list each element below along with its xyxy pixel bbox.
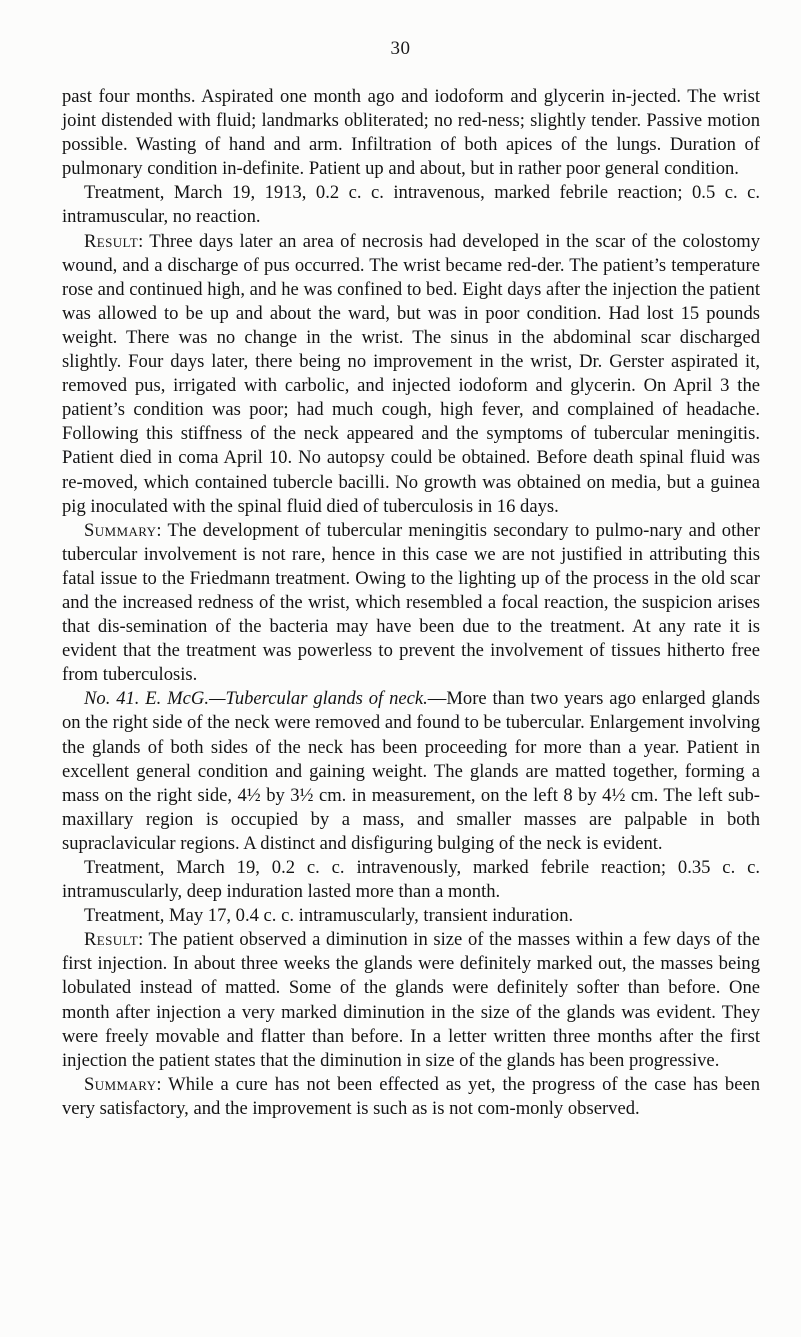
summary-heading: Summary [84, 1073, 157, 1095]
summary-text: : While a cure has not been effected as yet, the progress of the case has been very satisfactory, and the improvement is such as is not com-monly observed. [62, 1073, 760, 1119]
paragraph-summary-case-40 [62, 519, 760, 688]
paragraph-case-continuation: past four months. Aspirated one month ago and iodoform and glycerin in-jected. The wrist joint distended with fluid; landmarks obliterated; no red-ness; slightly tender. Passive motion possible. Wasting of hand and arm. Infiltration of both apices of the lungs. Duration of pulmonary condition in-definite. Patient up and about, but in rather poor general condition. [62, 86, 760, 180]
result-heading: Result [84, 929, 139, 951]
summary-text: : The development of tubercular meningitis secondary to pulmo-nary and other tubercular involvement is not rare, hence in this case we are not justified in attributing this fatal issue to the Friedmann treatment. Owing to the lighting up of the process in the old scar and the increased redness of the wrist, which resembled a focal reaction, the suspicion arises that dis-semination of the bacteria may have been due to the treatment. At any rate it is evident that the treatment was powerless to prevent the involvement of tissues hitherto free from tuberculosis. [62, 519, 760, 686]
case-41-text: —More than two years ago enlarged glands on the right side of the neck were removed and found to be tubercular. Enlargement involving the glands of both sides of the neck has been proceeding for more than a year. Patient in excellent general condition and gaining weight. The glands are matted together, forming a mass on the right side, 4½ by 3½ cm. in measurement, on the left 8 by 4½ cm. The left sub-maxillary region is occupied by a mass, and smaller masses are palpable in both supraclavicular regions. A distinct and disfiguring bulging of the neck is evident. [62, 688, 760, 854]
paragraph-case-41 [62, 687, 760, 856]
paragraph-treatment-march: Treatment, March 19, 0.2 c. c. intravenously, marked febrile reaction; 0.35 c. c. intramuscularly, deep induration lasted more than a month. [62, 857, 760, 903]
paragraph-result-case-41 [62, 928, 760, 1073]
summary-heading: Summary [84, 519, 157, 541]
page-number: 30 [390, 38, 411, 59]
result-text: : Three days later an area of necrosis had developed in the scar of the colostomy wound, and a discharge of pus occurred. The wrist became red-der. The patient’s temperature rose and continued high, and he was confined to bed. Eight days after the injection the patient was allowed to be up and about the ward, but was in poor condition. Had lost 15 pounds weight. There was no change in the wrist. The sinus in the abdominal scar discharged slightly. Four days later, there being no improvement in the wrist, Dr. Gerster aspirated it, removed pus, irrigated with carbolic, and injected iodoform and glycerin. On April 3 the patient’s condition was poor; had much cough, high fever, and complained of headache. Following this stiffness of the neck appeared and the symptoms of tubercular meningitis. Patient died in coma April 10. No autopsy could be obtained. Before death spinal fluid was re-moved, which contained tubercle bacilli. No growth was obtained on media, but a guinea pig inoculated with the spinal fluid died of tuberculosis in 16 days. [62, 230, 760, 517]
paragraph-summary-case-41 [62, 1073, 760, 1121]
paragraph-treatment-may: Treatment, May 17, 0.4 c. c. intramuscularly, transient induration. [84, 905, 574, 927]
body-text [62, 85, 760, 1121]
paragraph-result-case-40 [62, 230, 760, 519]
paragraph-treatment-1913: Treatment, March 19, 1913, 0.2 c. c. intravenous, marked febrile reaction; 0.5 c. c. intramuscular, no reaction. [62, 182, 760, 228]
result-heading: Result [84, 230, 139, 252]
result-text: : The patient observed a diminution in size of the masses within a few days of the first injection. In about three weeks the glands were definitely marked out, the masses being lobulated instead of matted. Some of the glands were definitely softer than before. One month after injection a very marked diminution in the size of the glands was evident. They were freely movable and flatter than before. In a letter written three months after the first injection the patient states that the diminution in size of the glands has been progressive. [62, 929, 760, 1071]
case-41-heading: No. 41. E. McG.—Tubercular glands of neck. [84, 688, 428, 710]
